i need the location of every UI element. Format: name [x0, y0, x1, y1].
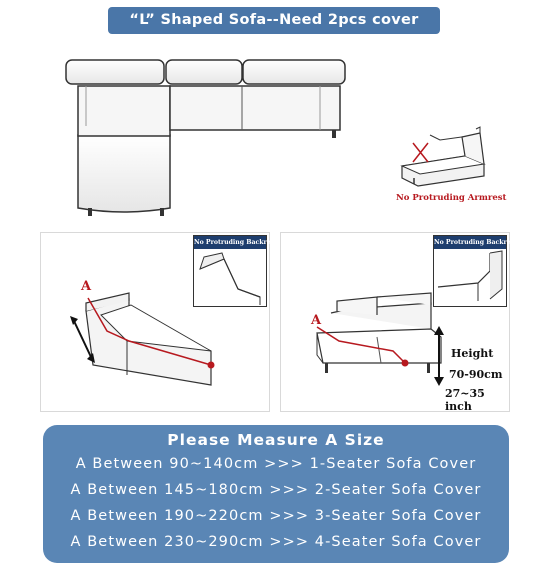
height-cm: 70-90cm: [449, 368, 503, 381]
backrest-inset: [433, 235, 518, 307]
size-guide-box: [43, 425, 509, 563]
height-label: Height: [451, 347, 494, 360]
backrest-detail-icon: [434, 249, 506, 306]
size-row-3: A Between 190~220cm >>> 3-Seater Sofa Cover: [70, 508, 482, 524]
size-row-1: A Between 90~140cm >>> 1-Seater Sofa Cover: [75, 456, 477, 472]
page-title: “L” Shaped Sofa--Need 2pcs cover: [108, 7, 440, 34]
backrest-detail-icon: [194, 249, 266, 306]
marker-a: A: [81, 279, 92, 294]
size-guide-title: Please Measure A Size: [167, 431, 385, 449]
size-row-2: A Between 145~180cm >>> 2-Seater Sofa Cover: [70, 482, 482, 498]
inset-label: No Protruding Backrest: [194, 236, 266, 249]
marker-a: A: [311, 313, 322, 328]
size-row-4: A Between 230~290cm >>> 4-Seater Sofa Cover: [70, 534, 482, 550]
chaise-measure-panel: [40, 232, 278, 412]
backrest-inset: [193, 235, 278, 307]
sofa-measure-panel: [280, 232, 518, 413]
armrest-note: No Protruding Armrest: [396, 193, 507, 203]
height-inch: 27~35 inch: [445, 387, 485, 413]
inset-label: No Protruding Backrest: [434, 236, 506, 249]
no-armrest-example: [402, 127, 484, 186]
